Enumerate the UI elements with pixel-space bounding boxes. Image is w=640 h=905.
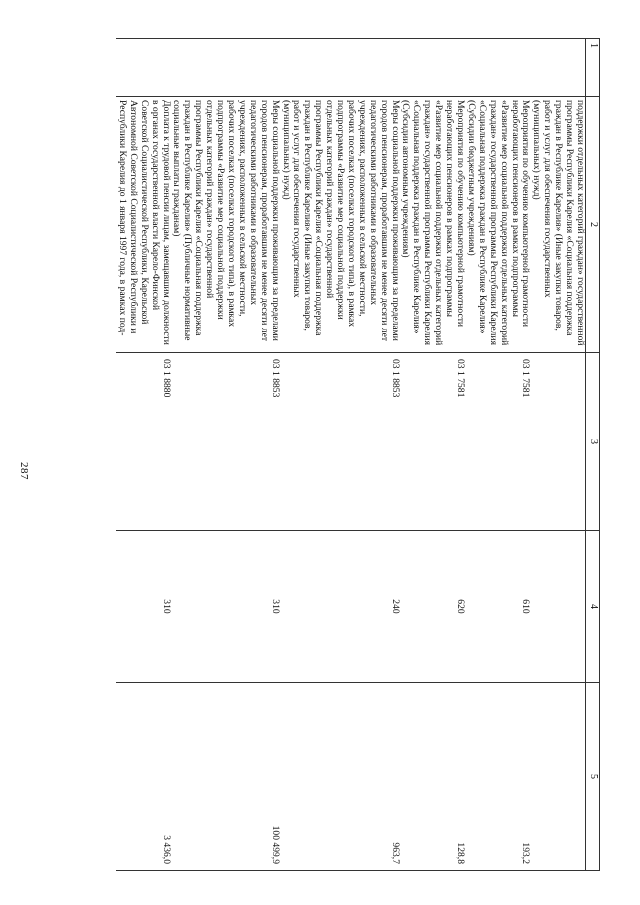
table-row [280,39,400,871]
table-row [171,39,280,871]
item-description: поддержки отдельных категорий граждан» государственной программы Республики Карелия «Социальная поддержка граждан в Республике Карелия» (Иные закупки товаров, работ и услуг для обеспечения государственных (муниципальных) нужд) [530,97,585,353]
header-col-1: 1 [586,39,600,97]
amount-value: 3 436,0 [116,683,171,871]
table-row [530,39,585,871]
expense-type-code: 310 [171,531,280,683]
item-description: Доплата к трудовой пенсии лицам, замещавшим должности в органах государственной власти Карело-Финской Советской Социалистической Республики, Карельской Автономной Советской Социалистической Республики и Республики Карелия до 1 января 1997 года, в рамках под- [116,97,171,353]
rotated-page-content [116,38,600,870]
row-number-cell [171,39,280,97]
target-article-code [530,353,585,531]
amount-value: 963,7 [280,683,400,871]
amount-value: 193,2 [465,683,530,871]
expense-type-code: 620 [400,531,465,683]
target-article-code: 03 1 7581 [400,353,465,531]
budget-table [116,38,600,871]
target-article-code: 03 1 8880 [116,353,171,531]
expense-type-code: 240 [280,531,400,683]
expense-type-code: 310 [116,531,171,683]
header-col-3: 3 [586,353,600,531]
amount-value [530,683,585,871]
target-article-code: 03 1 8853 [280,353,400,531]
table-row [116,39,171,871]
item-description: Меры социальной поддержки проживающим за пределами городов пенсионерам, проработавшим не менее десяти лет педагогическими работниками в образовательных учреждениях, расположенных в сельской местности, рабочих поселках (поселках городского типа), в рамках подпрограммы «Развитие мер социальной поддержки отдельных категорий граждан» государственной программы Республики Карелия «Социальная поддержка граждан в Республике Карелия» (Публичные нормативные социальные выплаты гражданам) [171,97,280,353]
expense-type-code [530,531,585,683]
page-number: 287 [18,462,30,480]
item-description: Меры социальной поддержки проживающим за пределами городов пенсионерам, проработавшим не менее десяти лет педагогическими работниками в образовательных учреждениях, расположенных в сельской местности, рабочих поселках (поселках городского типа), в рамках подпрограммы «Развитие мер социальной поддержки отдельных категорий граждан» государственной программы Республики Карелия «Социальная поддержка граждан в Республике Карелия» (Иные закупки товаров, работ и услуг для обеспечения государственных (муниципальных) нужд) [280,97,400,353]
row-number-cell [116,39,171,97]
row-number-cell [400,39,465,97]
header-col-5: 5 [586,683,600,871]
row-number-cell [280,39,400,97]
amount-value: 100 499,9 [171,683,280,871]
table-header-row [586,39,600,871]
target-article-code: 03 1 7581 [465,353,530,531]
item-description: Мероприятия по обучению компьютерной грамотности неработающих пенсионеров в рамках подпрограммы «Развитие мер социальной поддержки отдельных категорий граждан» государственной программы Республики Карелия «Социальная поддержка граждан в Республике Карелия» (Субсидии бюджетным учреждениям) [465,97,530,353]
table-row [465,39,530,871]
header-col-4: 4 [586,531,600,683]
header-col-2: 2 [586,97,600,353]
expense-type-code: 610 [465,531,530,683]
row-number-cell [530,39,585,97]
row-number-cell [465,39,530,97]
target-article-code: 03 1 8853 [171,353,280,531]
amount-value: 128,8 [400,683,465,871]
table-row [400,39,465,871]
item-description: Мероприятия по обучению компьютерной грамотности неработающих пенсионеров в рамках подпрограммы «Развитие мер социальной поддержки отдельных категорий граждан» государственной программы Республики Карелия «Социальная поддержка граждан в Республике Карелия» (Субсидии автономным учреждениям) [400,97,465,353]
